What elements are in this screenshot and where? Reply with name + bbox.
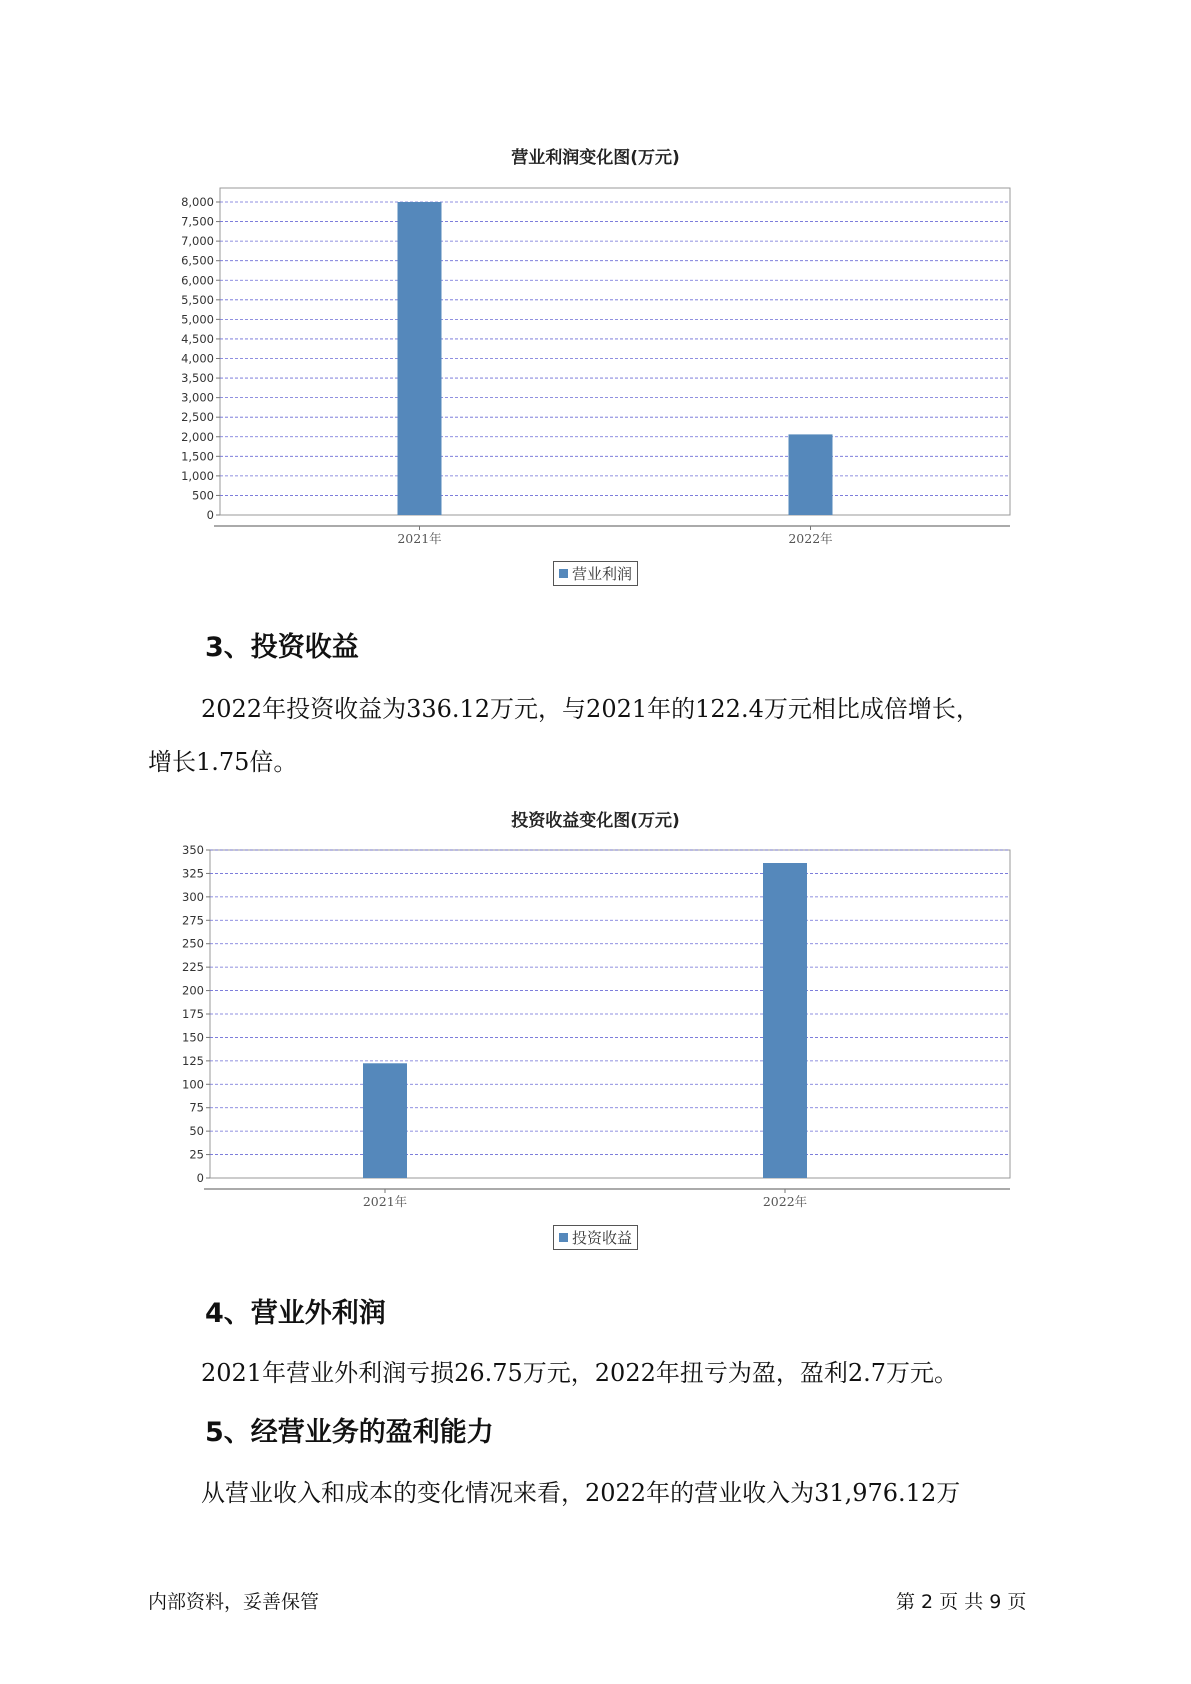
chart1-legend	[553, 561, 638, 586]
x-tick-label: 2022年	[762, 1194, 808, 1209]
y-tick-label: 175	[182, 1007, 204, 1021]
y-tick-label: 6,500	[181, 253, 214, 268]
operating-profit-chart	[150, 180, 1020, 550]
y-tick-label: 0	[206, 508, 214, 522]
chart2-title: 投资收益变化图(万元)	[511, 811, 680, 831]
y-tick-label: 1,500	[181, 449, 214, 464]
y-tick-label: 150	[182, 1030, 204, 1045]
chart1-legend-label: 营业利润	[572, 565, 633, 583]
y-tick-label: 2,000	[181, 429, 214, 444]
y-tick-label: 350	[182, 843, 204, 857]
section-4-paragraph	[148, 1347, 1068, 1400]
section-3-paragraph	[148, 683, 1068, 789]
y-tick-label: 75	[189, 1100, 204, 1115]
y-tick-label: 5,000	[181, 312, 214, 327]
y-tick-label: 250	[182, 936, 204, 951]
paragraph-line: 从营业收入和成本的变化情况来看，2022年的营业收入为31,976.12万	[201, 1479, 961, 1507]
legend-swatch-icon	[559, 1233, 568, 1242]
y-tick-label: 225	[182, 960, 204, 975]
legend-swatch-icon	[559, 569, 568, 578]
y-tick-label: 4,500	[181, 331, 214, 346]
y-tick-label: 5,500	[181, 292, 214, 307]
chart2-legend	[553, 1225, 638, 1250]
y-tick-label: 125	[182, 1053, 204, 1068]
chart1-title: 营业利润变化图(万元)	[511, 148, 680, 168]
y-tick-label: 7,000	[181, 234, 214, 249]
y-tick-label: 8,000	[181, 195, 214, 209]
section-4-heading: 4、营业外利润	[205, 1298, 386, 1329]
investment-income-chart	[150, 843, 1020, 1213]
section-5-paragraph	[148, 1467, 1068, 1520]
paragraph-line: 增长1.75倍。	[148, 748, 298, 776]
y-tick-label: 275	[182, 913, 204, 928]
y-tick-label: 300	[182, 889, 204, 904]
x-tick-label: 2021年	[362, 1194, 408, 1209]
x-tick-label: 2021年	[397, 531, 442, 546]
bar	[398, 202, 442, 515]
bar	[789, 434, 833, 515]
y-tick-label: 1,000	[181, 468, 214, 483]
paragraph-line: 2021年营业外利润亏损26.75万元，2022年扭亏为盈，盈利2.7万元。	[201, 1359, 959, 1387]
y-tick-label: 0	[196, 1171, 204, 1185]
paragraph-line: 2022年投资收益为336.12万元，与2021年的122.4万元相比成倍增长，	[201, 695, 980, 723]
footer-confidential-note: 内部资料，妥善保管	[148, 1591, 320, 1613]
x-tick-label: 2022年	[788, 531, 833, 546]
y-tick-label: 3,500	[181, 371, 214, 386]
y-tick-label: 6,000	[181, 273, 214, 288]
footer-page-number: 第 2 页 共 9 页	[896, 1591, 1027, 1613]
y-tick-label: 100	[182, 1077, 204, 1092]
bar	[363, 1063, 407, 1178]
y-tick-label: 3,000	[181, 390, 214, 405]
y-tick-label: 4,000	[181, 351, 214, 366]
section-5-heading: 5、经营业务的盈利能力	[205, 1417, 494, 1448]
y-tick-label: 2,500	[181, 410, 214, 425]
y-tick-label: 25	[189, 1147, 204, 1162]
y-tick-label: 50	[189, 1124, 204, 1139]
y-tick-label: 500	[192, 488, 214, 503]
section-3-heading: 3、投资收益	[205, 632, 359, 663]
y-tick-label: 200	[182, 983, 204, 998]
y-tick-label: 7,500	[181, 214, 214, 229]
plot-area	[220, 188, 1010, 515]
bar	[763, 863, 807, 1178]
chart2-legend-label: 投资收益	[572, 1229, 633, 1247]
y-tick-label: 325	[182, 866, 204, 881]
